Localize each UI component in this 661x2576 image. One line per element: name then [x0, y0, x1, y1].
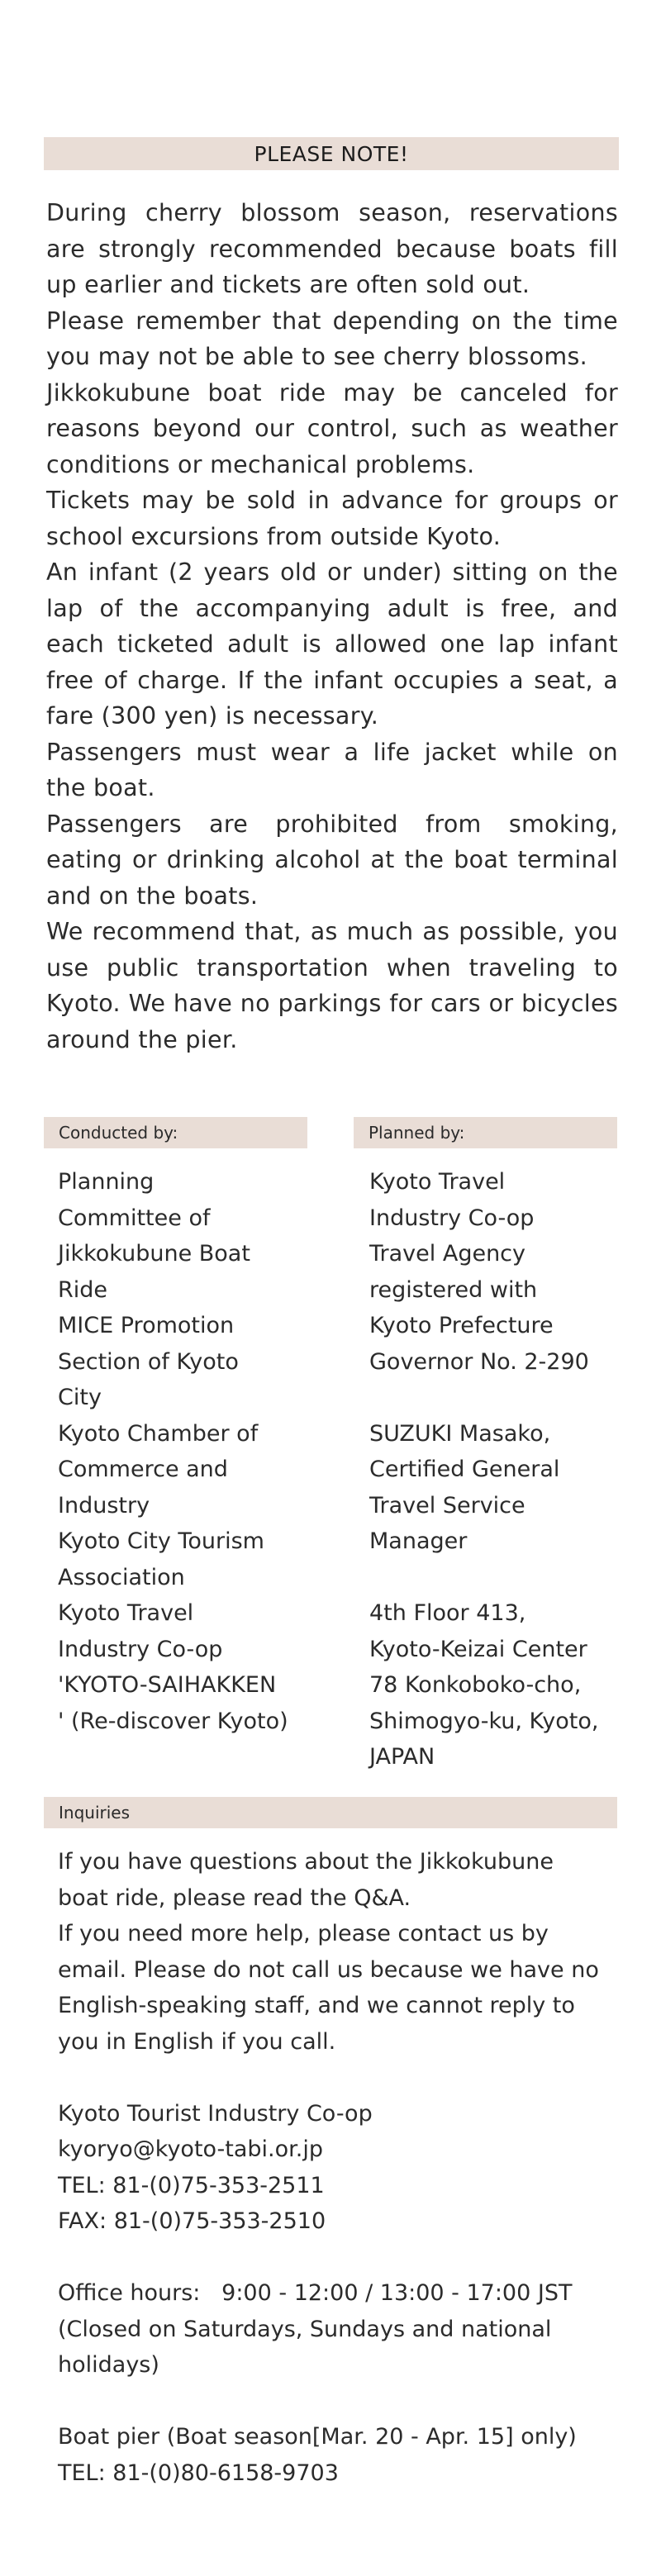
- inquiry-line: you in English if you call.: [58, 2028, 336, 2055]
- contact-email[interactable]: kyoryo@kyoto-tabi.or.jp: [58, 2136, 324, 2162]
- manager-line: SUZUKI Masako,: [369, 1420, 551, 1447]
- contact-org: Kyoto Tourist Industry Co-op: [58, 2100, 373, 2127]
- conducted-by-text: [58, 1164, 306, 1739]
- conducted-line: Section of Kyoto: [58, 1348, 239, 1375]
- note-body: [46, 195, 618, 1057]
- address-line: Shimogyo-ku, Kyoto,: [369, 1708, 599, 1734]
- conducted-line: Planning: [58, 1169, 155, 1195]
- address-line: 4th Floor 413,: [369, 1600, 526, 1626]
- conducted-by-label: Conducted by:: [59, 1123, 178, 1143]
- contact-fax: FAX: 81-(0)75-353-2510: [58, 2208, 326, 2234]
- inquiry-line: English-speaking staff, and we cannot reply to: [58, 1993, 575, 2018]
- inquiry-line: If you need more help, please contact us by: [58, 1921, 549, 1946]
- inquiry-line: email. Please do not call us because we have no: [58, 1956, 599, 1983]
- address-line: JAPAN: [369, 1744, 435, 1770]
- conducted-line: City: [58, 1385, 102, 1410]
- inquiry-line: boat ride, please read the Q&A.: [58, 1884, 411, 1911]
- note-paragraph: Tickets may be sold in advance for groups or school excursions from outside Kyoto.: [46, 487, 618, 550]
- please-note-title: PLEASE NOTE!: [254, 141, 409, 166]
- conducted-line: Jikkokubune Boat: [58, 1241, 250, 1267]
- note-paragraph: We recommend that, as much as possible, you use public transportation when traveling to Kyoto. We have no parkings for cars or bicycles around the pier.: [46, 918, 618, 1053]
- note-paragraph: An infant (2 years old or under) sitting on the lap of the accompanying adult is free, and each ticketed adult is allowed one lap infant free of charge. If the infant occupies a seat, a fare (300 yen) is necessary.: [46, 558, 618, 730]
- planned-by-header: [354, 1117, 617, 1148]
- note-paragraph: Jikkokubune boat ride may be canceled for reasons beyond our control, such as weather conditions or mechanical problems.: [46, 378, 618, 478]
- address-line: 78 Konkoboko-cho,: [369, 1672, 582, 1698]
- spacer: [58, 2384, 611, 2420]
- conducted-line: Kyoto Chamber of: [58, 1420, 259, 1447]
- agency-line: registered with: [369, 1276, 538, 1303]
- manager-line: Travel Service: [369, 1492, 525, 1519]
- agency-line: Governor No. 2-290: [369, 1348, 589, 1375]
- conducted-line: Industry Co-op: [58, 1636, 223, 1662]
- inquiry-line: If you have questions about the Jikkokubune: [58, 1849, 554, 1875]
- office-hours-line: Office hours: 9:00 - 12:00 / 13:00 - 17:00 JST: [58, 2280, 573, 2306]
- address-line: Kyoto-Keizai Center: [369, 1636, 587, 1662]
- contact-tel: TEL: 81-(0)75-353-2511: [58, 2172, 325, 2198]
- spacer: [369, 1560, 617, 1596]
- manager-line: Certified General: [369, 1457, 560, 1482]
- conducted-line: Industry: [58, 1492, 150, 1519]
- office-hours-line: holidays): [58, 2352, 159, 2378]
- agency-line: Travel Agency: [369, 1241, 525, 1267]
- inquiries-label: Inquiries: [59, 1803, 131, 1823]
- conducted-line: Commerce and: [58, 1457, 228, 1482]
- conducted-line: Committee of: [58, 1205, 211, 1231]
- planned-by-label: Planned by:: [369, 1123, 465, 1143]
- agency-line: Industry Co-op: [369, 1205, 535, 1231]
- spacer: [58, 2060, 611, 2096]
- note-paragraph: During cherry blossom season, reservations are strongly recommended because boats fill up earlier and tickets are often sold out.: [46, 199, 618, 298]
- inquiries-body: [58, 1844, 611, 2491]
- conducted-line: Association: [58, 1564, 185, 1590]
- spacer: [58, 2240, 611, 2276]
- pier-line: Boat pier (Boat season[Mar. 20 - Apr. 15] only): [58, 2424, 577, 2450]
- conducted-line: Ride: [58, 1276, 108, 1303]
- note-paragraph: Passengers must wear a life jacket while on the boat.: [46, 738, 618, 801]
- conducted-line: MICE Promotion: [58, 1313, 235, 1338]
- pier-tel: TEL: 81-(0)80-6158-9703: [58, 2460, 339, 2486]
- agency-line: Kyoto Travel: [369, 1169, 506, 1195]
- conducted-by-header: [44, 1117, 307, 1148]
- note-paragraph: Passengers are prohibited from smoking, eating or drinking alcohol at the boat terminal and on the boats.: [46, 810, 618, 910]
- conducted-line: 'KYOTO-SAIHAKKEN: [58, 1672, 277, 1698]
- planned-by-text: [369, 1164, 617, 1775]
- conducted-line: ' (Re-discover Kyoto): [58, 1708, 288, 1734]
- office-hours-line: (Closed on Saturdays, Sundays and national: [58, 2316, 552, 2342]
- conducted-line: Kyoto Travel: [58, 1600, 194, 1626]
- inquiries-header: [44, 1797, 617, 1828]
- manager-line: Manager: [369, 1528, 468, 1554]
- please-note-header: [44, 137, 619, 170]
- note-paragraph: Please remember that depending on the time you may not be able to see cherry blossoms.: [46, 307, 618, 370]
- spacer: [369, 1380, 617, 1416]
- agency-line: Kyoto Prefecture: [369, 1313, 554, 1338]
- conducted-line: Kyoto City Tourism: [58, 1528, 264, 1554]
